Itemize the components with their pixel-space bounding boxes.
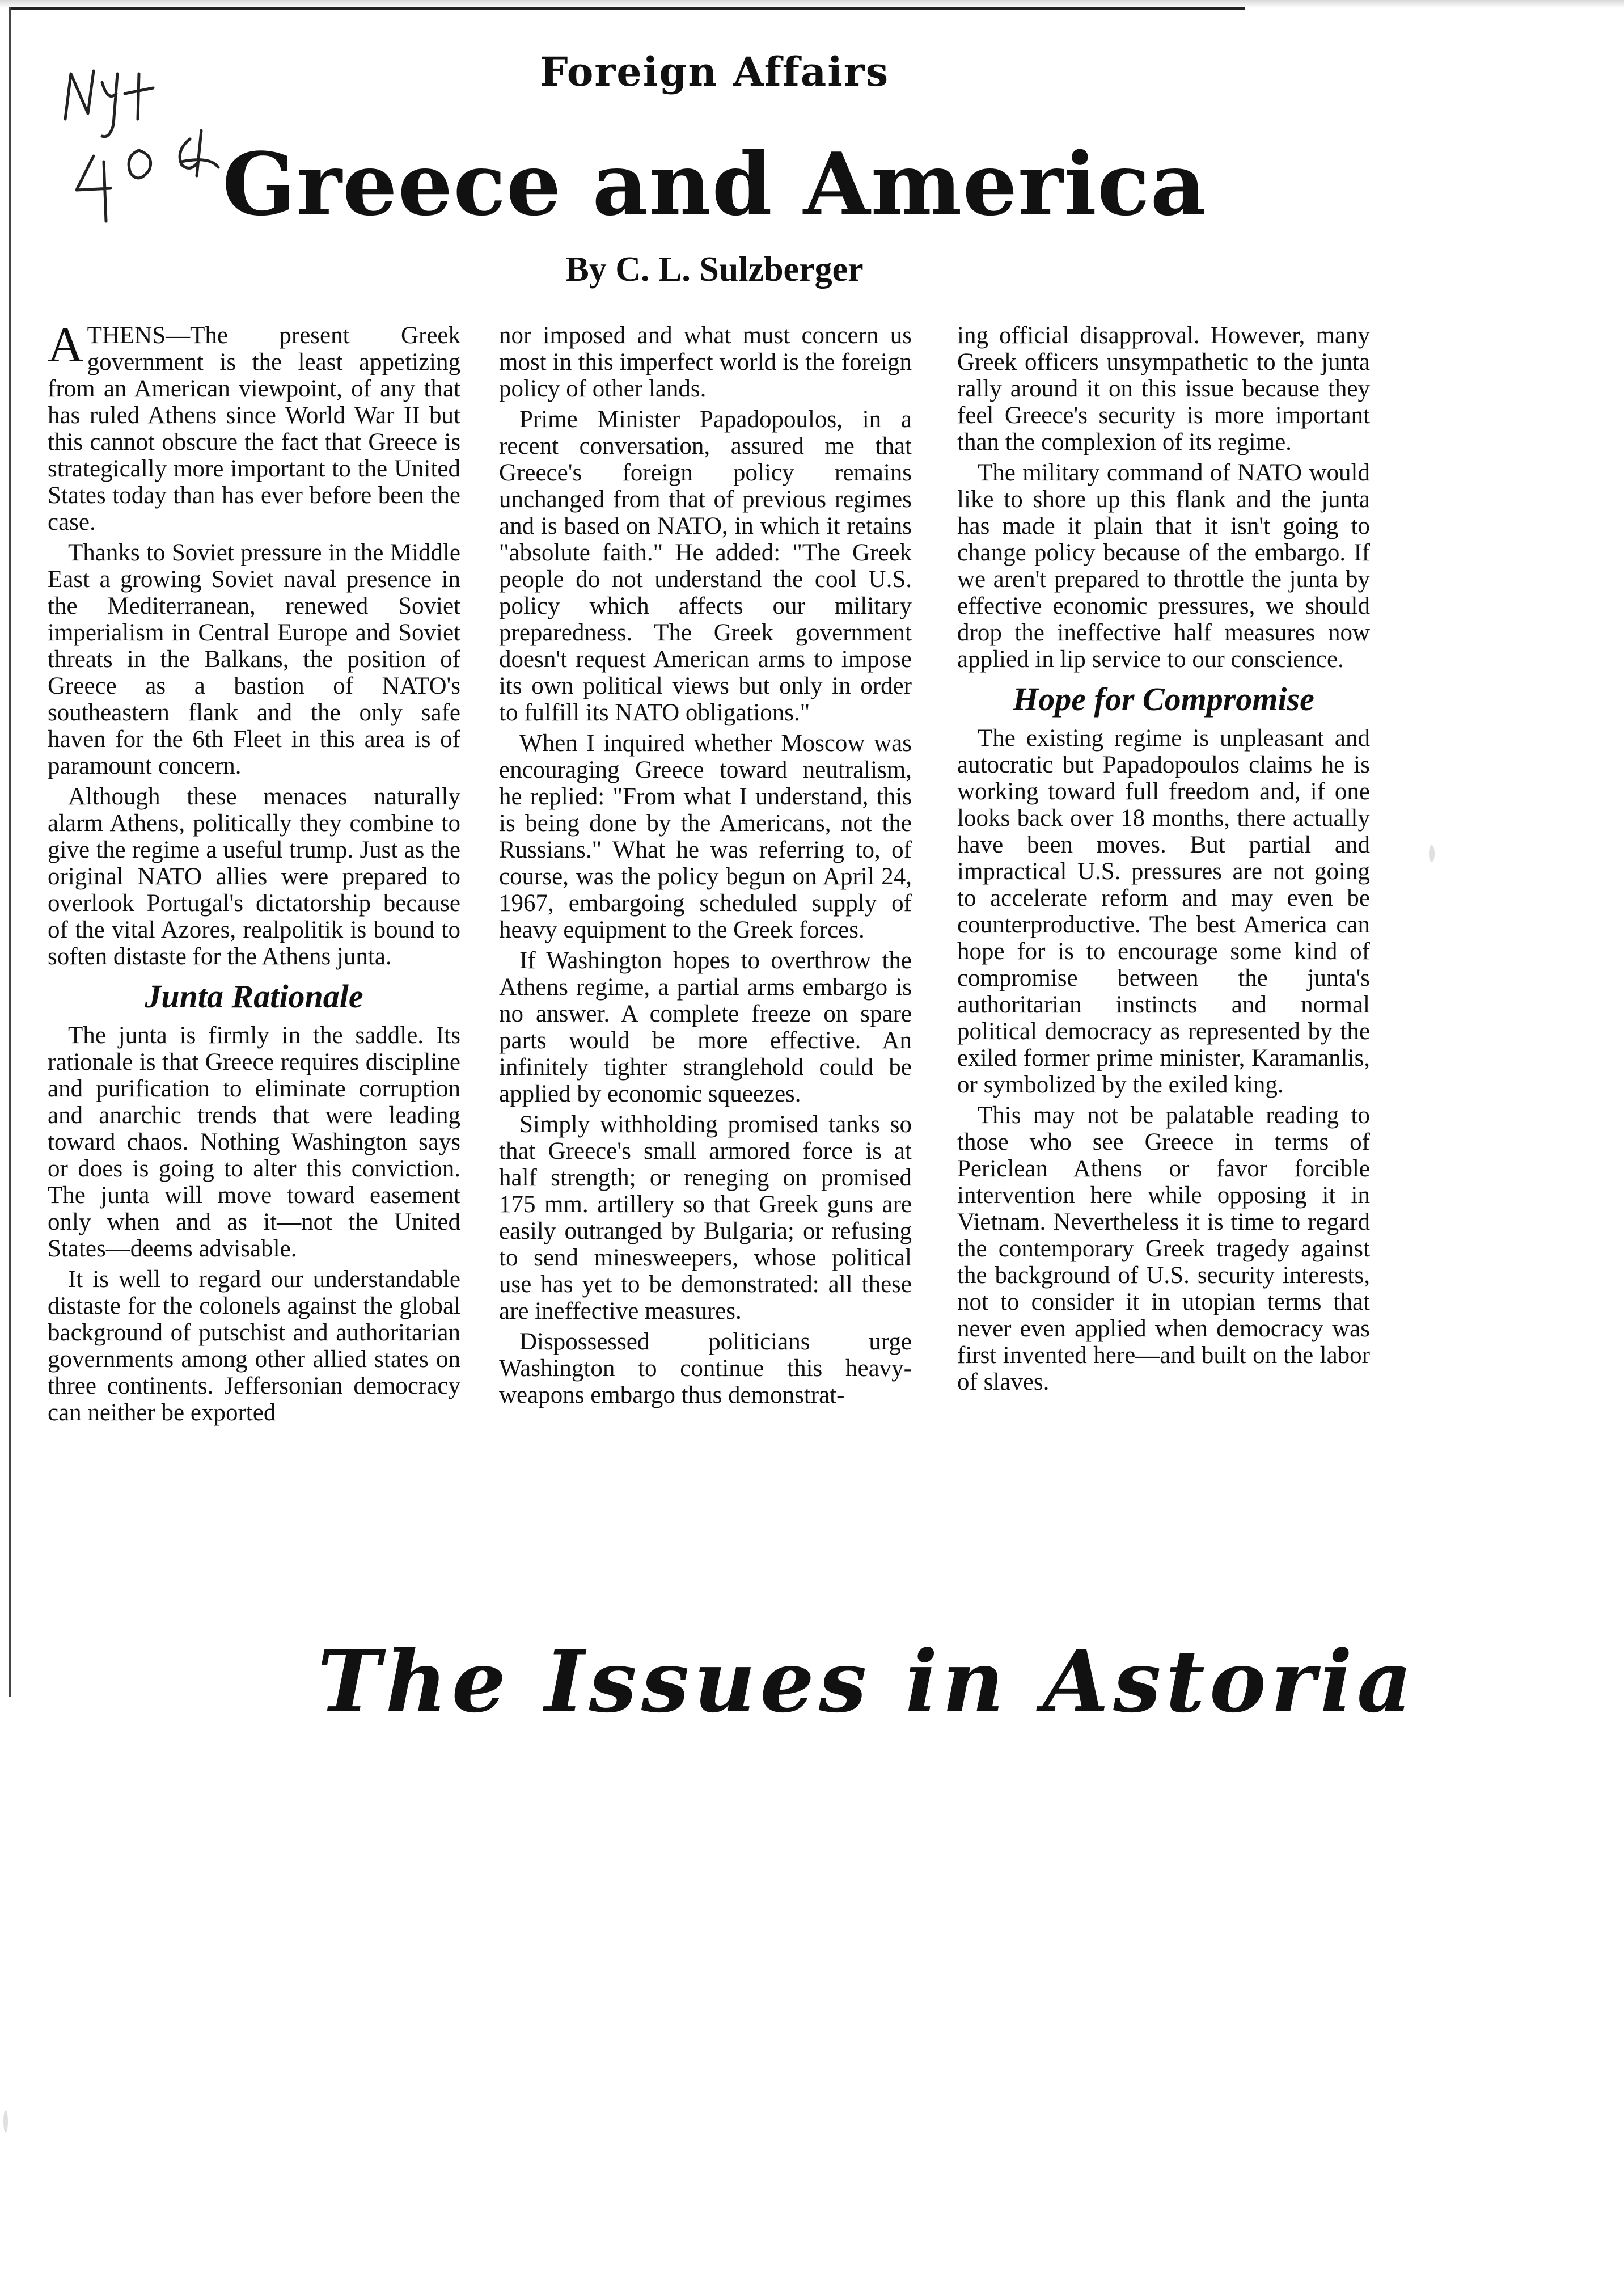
lead-paragraph-text: THENS—The present Greek government is the least appetizing from an American viewpoint, of any that has ruled Athens since World War II but this cannot obscure the fact that Greece is strategically more important to the United States today than has ever before been the case. (48, 322, 460, 535)
next-article-headline-text: The Issues in Astoria (318, 1632, 1417, 1732)
continued-paragraph: ing official disapproval. However, many Greek officers unsympathetic to the junta rally around it on this issue because they feel Greece's security is more important than the complexion of its regime. (957, 322, 1370, 455)
article-column-3 (957, 322, 1370, 1399)
byline: By C. L. Sulzberger (565, 250, 864, 289)
article-paragraph: This may not be palatable reading to those who see Greece in terms of Periclean Athens or favor forcible intervention here while opposing it in Vietnam. Nevertheless it is time to regard the contemporary Greek tragedy against the background of U.S. security interests, not to consider it in utopian terms that never even applied when democracy was first invented here—and built on the labor of slaves. (957, 1102, 1370, 1395)
article-column-2 (499, 322, 912, 1412)
subhead-hope-for-compromise: Hope for Compromise (1013, 681, 1314, 718)
scan-mark (3, 2110, 8, 2133)
section-kicker: Foreign Affairs (539, 48, 890, 95)
article-paragraph: Although these menaces naturally alarm Athens, politically they combine to give the regime a useful trump. Just as the original NATO allies were prepared to overlook Portugal's dictatorship because of the vital Azores, realpolitik is bound to soften distaste for the Athens junta. (48, 783, 460, 970)
article-paragraph: The junta is firmly in the saddle. Its rationale is that Greece requires discipline and purification to eliminate corruption and anarchic trends that were leading toward chaos. Nothing Washington says or does is going to alter this conviction. The junta will move toward easement only when and as it—not the United States—deems advisable. (48, 1022, 460, 1262)
article-paragraph: When I inquired whether Moscow was encouraging Greece toward neutralism, he replied: "From what I understand, this is being done by the Americans, not the Russians." What he was referring to, of course, was the policy begun on April 24, 1967, embargoing scheduled supply of heavy equipment to the Greek forces. (499, 730, 912, 943)
article-paragraph: Thanks to Soviet pressure in the Middle East a growing Soviet naval presence in the Mediterranean, renewed Soviet imperialism in Central Europe and Soviet threats in the Balkans, the position of Greece as a bastion of NATO's southeastern flank and the only safe haven for the 6th Fleet in this area is of paramount concern. (48, 539, 460, 779)
article-paragraph: The military command of NATO would like to shore up this flank and the junta has made it plain that it isn't going to change policy because of the embargo. If we aren't prepared to throttle the junta by effective economic pressures, we should drop the ineffective half measures now applied in lip service to our conscience. (957, 459, 1370, 673)
lead-paragraph (48, 318, 460, 535)
article-headline: Greece and America (222, 133, 1207, 235)
top-rule (9, 7, 1245, 10)
article-paragraph: Prime Minister Papadopoulos, in a recent conversation, assured me that Greece's foreign policy remains unchanged from that of previous regimes and is based on NATO, in which it retains "absolute faith." He added: "The Greek people do not understand the cool U.S. policy which affects our military preparedness. The Greek government doesn't request American arms to impose its own political views but only in order to fulfill its NATO obligations." (499, 406, 912, 726)
article-paragraph: Dispossessed politicians urge Washington to continue this heavy-weapons embargo thus demonstrat- (499, 1328, 912, 1408)
drop-cap: A (48, 318, 84, 373)
continued-paragraph: nor imposed and what must concern us most in this imperfect world is the foreign policy of other lands. (499, 322, 912, 402)
subhead-junta-rationale: Junta Rationale (145, 978, 363, 1015)
article-paragraph: Simply withholding promised tanks so that Greece's small armored force is at half strength; or reneging on promised 175 mm. artillery so that Greek guns are easily outranged by Bulgaria; or refusing to send minesweepers, whose political use has yet to be demonstrated: all these are ineffective measures. (499, 1111, 912, 1324)
article-paragraph: It is well to regard our understandable distaste for the colonels against the global background of putschist and authoritarian governments among other allied states on three continents. Jeffersonian democracy can neither be exported (48, 1266, 460, 1426)
article-paragraph: If Washington hopes to overthrow the Athens regime, a partial arms embargo is no answer. A complete freeze on spare parts would be more effective. An infinitely tighter stranglehold could be applied by economic squeezes. (499, 947, 912, 1107)
article-paragraph: The existing regime is unpleasant and autocratic but Papadopoulos claims he is working toward full freedom and, if one looks back over 18 months, there actually have been moves. But partial and impractical U.S. pressures are not going to accelerate reform and may even be counterproductive. The best America can hope for is to encourage some kind of compromise between the junta's authoritarian instincts and normal political democracy as represented by the exiled former prime minister, Karamanlis, or symbolized by the exiled king. (957, 725, 1370, 1098)
scan-mark (1429, 845, 1435, 862)
next-article-headline-cropped (318, 1632, 1417, 1732)
article-column-1 (48, 318, 460, 1430)
